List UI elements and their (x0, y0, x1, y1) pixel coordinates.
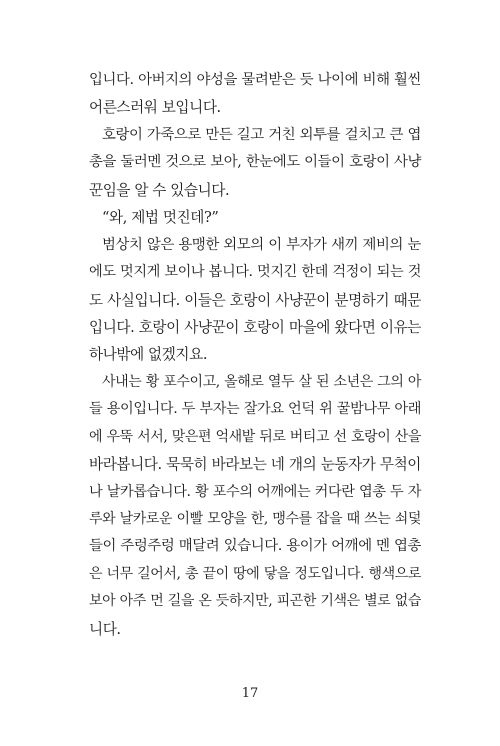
text-line: 어른스러워 보입니다. (89, 99, 221, 117)
text-line: 루와 날카로운 이빨 모양을 한, 맹수를 잡을 때 쓰는 쇠덫 (89, 511, 421, 527)
text-line: 꾼임을 알 수 있습니다. (89, 181, 230, 199)
text-line: 호랑이 가죽으로 만든 길고 거친 외투를 걸치고 큰 엽 (102, 126, 421, 143)
text-line: 은 너무 길어서, 총 끝이 땅에 닿을 정도입니다. 행색으로 (89, 565, 421, 582)
text-line: “와, 제법 멋진데?” (102, 209, 219, 227)
text-line: 총을 둘러멘 것으로 보아, 한눈에도 이들이 호랑이 사냥 (89, 154, 421, 171)
text-line: 입니다. 아버지의 야성을 물려받은 듯 나이에 비해 훨씬 (89, 72, 421, 88)
text-line: 사내는 황 포수이고, 올해로 열두 살 된 소년은 그의 아 (102, 373, 421, 390)
text-line: 에도 멋지게 보이나 봅니다. 멋지긴 한데 걱정이 되는 것 (89, 264, 421, 281)
text-line: 들이 주렁주렁 매달려 있습니다. 용이가 어깨에 멘 엽총 (89, 538, 421, 555)
body-text (89, 67, 421, 643)
text-line: 에 우뚝 서서, 맞은편 억새밭 뒤로 버티고 선 호랑이 산을 (89, 428, 421, 445)
text-line: 들 용이입니다. 두 부자는 잘가요 언덕 위 꿀밤나무 아래 (89, 401, 421, 418)
text-line: 입니다. 호랑이 사냥꾼이 호랑이 마을에 왔다면 이유는 (89, 318, 421, 336)
text-line: 보아 아주 먼 길을 온 듯하지만, 피곤한 기색은 별로 없습 (89, 593, 421, 610)
text-line: 나 날카롭습니다. 황 포수의 어깨에는 커다란 엽총 두 자 (89, 483, 421, 500)
text-line: 도 사실입니다. 이들은 호랑이 사냥꾼이 분명하기 때문 (89, 291, 421, 309)
text-line: 니다. (89, 620, 121, 638)
text-line: 하나밖에 없겠지요. (89, 346, 208, 364)
page-number: 17 (241, 686, 259, 701)
text-line: 바라봅니다. 묵묵히 바라보는 네 개의 눈동자가 무척이 (89, 456, 421, 474)
text-line: 범상치 않은 용맹한 외모의 이 부자가 새끼 제비의 눈 (102, 236, 421, 253)
